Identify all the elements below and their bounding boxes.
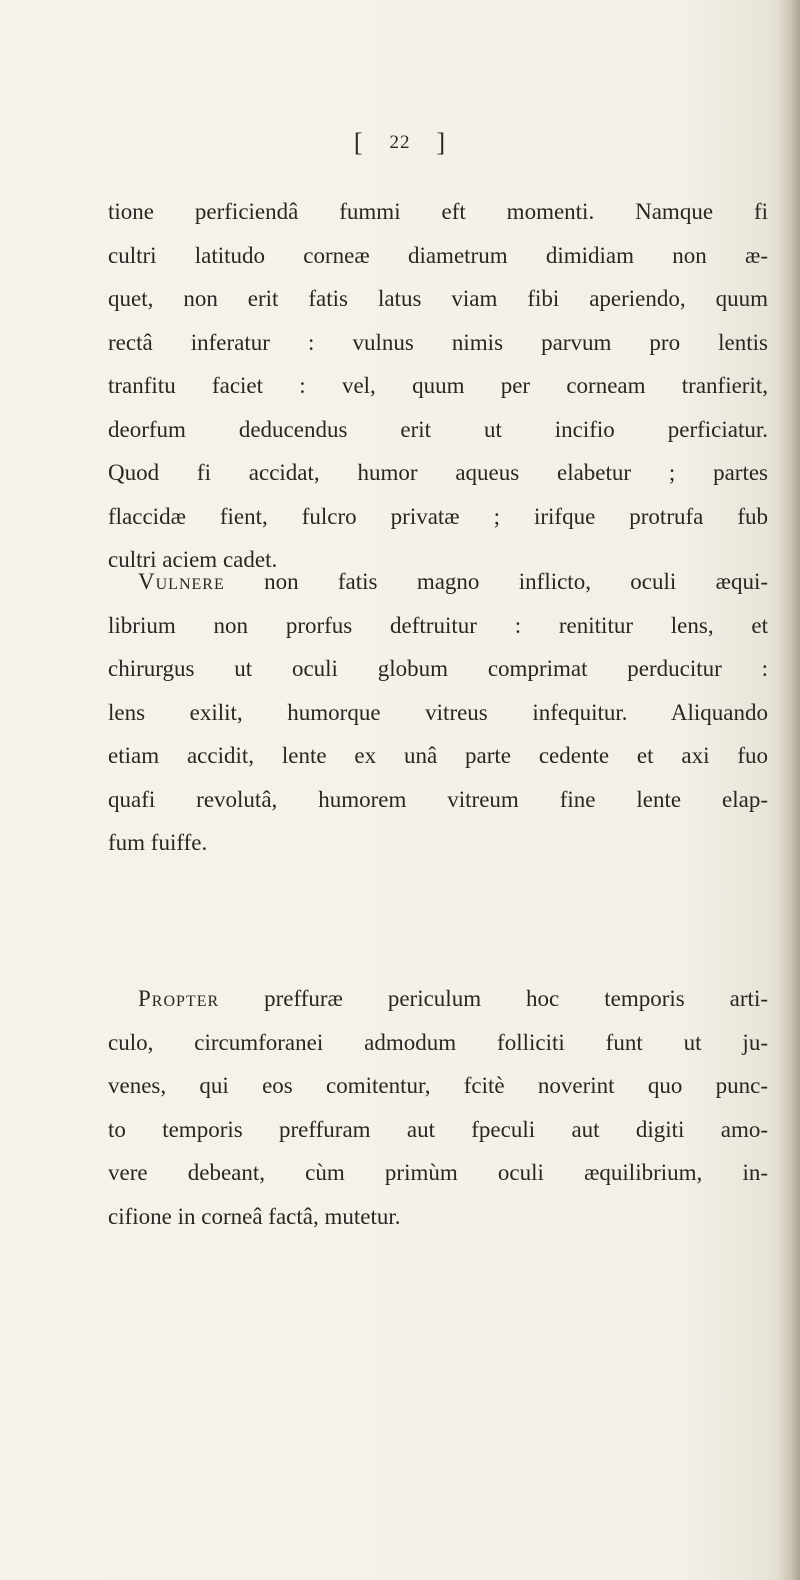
text-line: deorfum deducendus erit ut incifio perficiatur. bbox=[108, 416, 768, 442]
text-line: Quod fi accidat, humor aqueus elabetur ; partes bbox=[108, 460, 768, 485]
text-line: to temporis preffuram aut fpeculi aut digiti amo- bbox=[108, 1116, 768, 1142]
page-number: 22 bbox=[389, 132, 411, 153]
paragraph-lead-word: Vulnere bbox=[138, 569, 225, 594]
page-binding-shadow bbox=[778, 0, 800, 1580]
text-line: culo, circumforanei admodum folliciti funt ut ju- bbox=[108, 1029, 768, 1055]
text-line: cultri latitudo corneæ diametrum dimidiam non æ- bbox=[108, 242, 768, 268]
text-line-first bbox=[108, 560, 768, 604]
text-line-first bbox=[108, 977, 768, 1021]
paragraph-3 bbox=[108, 977, 768, 1238]
page-number-header bbox=[0, 128, 800, 158]
text-line: chirurgus ut oculi globum comprimat perducitur : bbox=[108, 656, 768, 681]
text-line: etiam accidit, lente ex unâ parte cedente et axi fuo bbox=[108, 743, 768, 768]
text-line: rectâ inferatur : vulnus nimis parvum pro lentis bbox=[108, 329, 768, 355]
text-line: cifione in corneâ factâ, mutetur. bbox=[108, 1203, 401, 1229]
text-line: venes, qui eos comitentur, fcitè noverint quo punc- bbox=[108, 1073, 768, 1098]
paragraph-1 bbox=[108, 190, 768, 582]
text-line: vere debeant, cùm primùm oculi æquilibrium, in- bbox=[108, 1160, 768, 1185]
text-line: tranfitu faciet : vel, quum per corneam tranfierit, bbox=[108, 373, 768, 398]
text-line: fum fuiffe. bbox=[108, 830, 208, 855]
header-bracket-close: ] bbox=[436, 128, 447, 157]
text-line: cultri aciem cadet. bbox=[108, 547, 278, 572]
paragraph-lead-word: Propter bbox=[138, 986, 220, 1011]
text-line: tione perficiendâ fummi eft momenti. Namque fi bbox=[108, 199, 768, 224]
text-line: librium non prorfus deftruitur : renititur lens, et bbox=[108, 612, 768, 638]
text-line: quet, non erit fatis latus viam fibi aperiendo, quum bbox=[108, 286, 768, 311]
text-line: flaccidæ fient, fulcro privatæ ; irifque protrufa fub bbox=[108, 503, 768, 529]
first-line-rest: preffuræ periculum hoc temporis arti- bbox=[264, 986, 768, 1011]
paragraph-2 bbox=[108, 560, 768, 865]
header-bracket-open: [ bbox=[353, 128, 364, 157]
text-line: quafi revolutâ, humorem vitreum fine lente elap- bbox=[108, 786, 768, 812]
text-line: lens exilit, humorque vitreus infequitur. Aliquando bbox=[108, 699, 768, 725]
first-line-rest: non fatis magno inflicto, oculi æqui- bbox=[264, 569, 768, 594]
